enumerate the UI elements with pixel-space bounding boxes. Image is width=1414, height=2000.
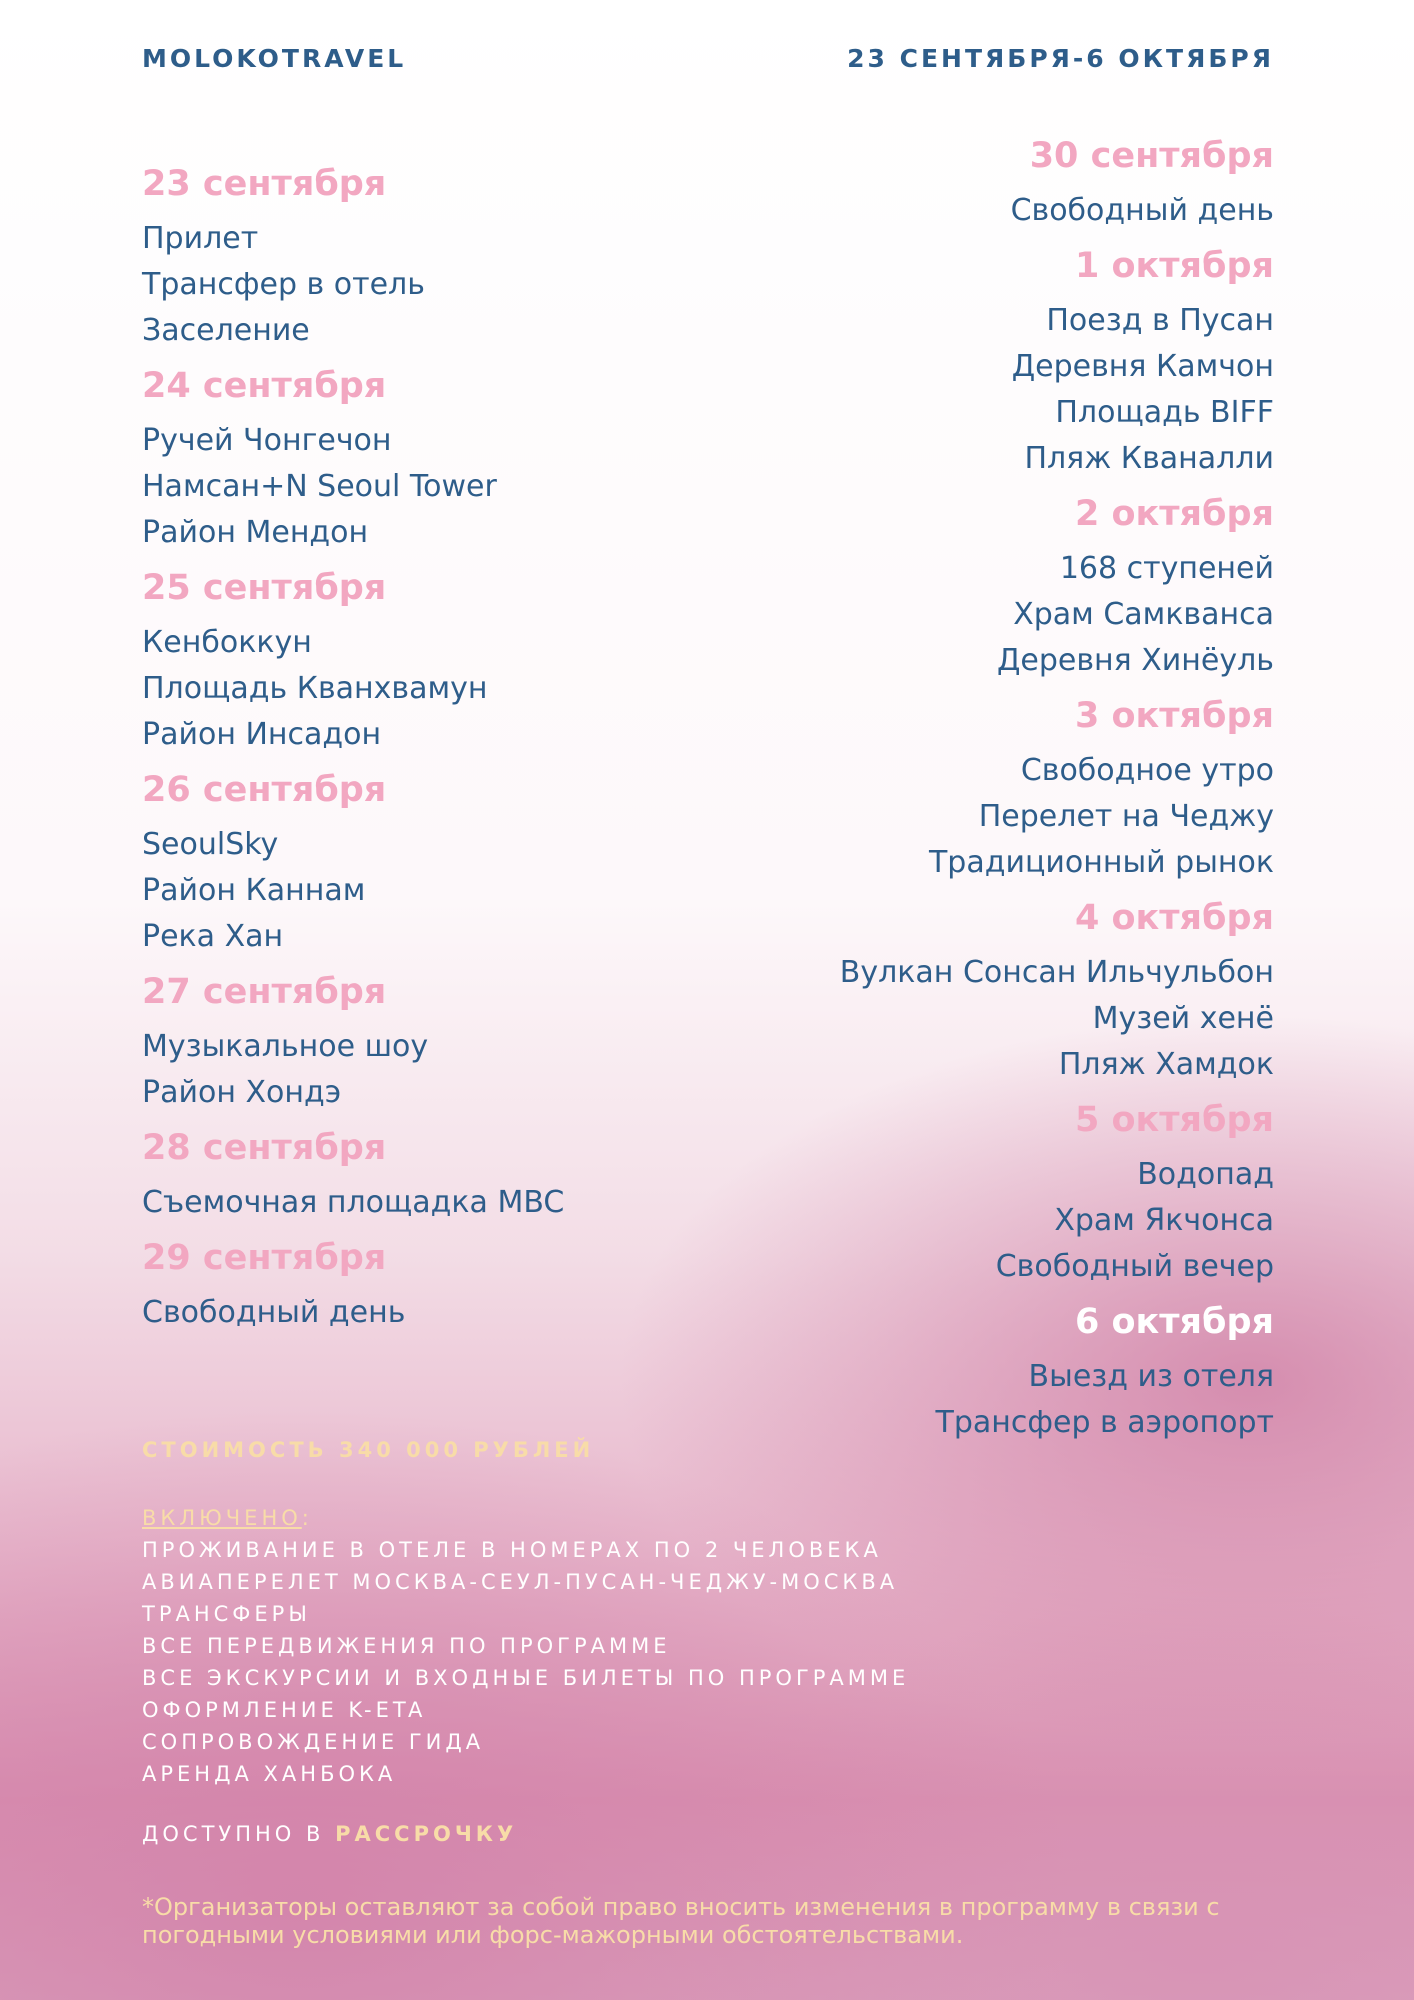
day-block bbox=[574, 896, 1274, 1088]
day-title: 5 октября bbox=[1074, 1100, 1274, 1140]
installment-prefix: ДОСТУПНО В bbox=[142, 1822, 325, 1846]
activity: Река Хан bbox=[142, 919, 284, 954]
activity: Музыкальное шоу bbox=[142, 1029, 429, 1064]
activity: Храм Якчонса bbox=[1054, 1203, 1274, 1238]
included-heading bbox=[142, 1502, 909, 1534]
day-title: 25 сентября bbox=[142, 568, 387, 608]
tour-price: СТОИМОСТЬ 340 000 РУБЛЕЙ bbox=[142, 1438, 595, 1462]
installment-note bbox=[142, 1822, 517, 1846]
activity: Деревня Камчон bbox=[1011, 349, 1274, 384]
activity: Пляж Кваналли bbox=[1024, 441, 1274, 476]
day-block bbox=[574, 694, 1274, 886]
day-block bbox=[574, 1098, 1274, 1290]
day-title: 6 октября bbox=[1074, 1302, 1274, 1342]
day-title: 29 сентября bbox=[142, 1238, 387, 1278]
activity: Выезд из отеля bbox=[1028, 1359, 1274, 1394]
activity: 168 ступеней bbox=[1059, 551, 1274, 586]
activity: Музей хенё bbox=[1092, 1001, 1274, 1036]
activity: Храм Самкванса bbox=[1013, 597, 1274, 632]
activity: Район Каннам bbox=[142, 873, 366, 908]
activity: Съемочная площадка MBC bbox=[142, 1185, 565, 1220]
included-item: ВСЕ ПЕРЕДВИЖЕНИЯ ПО ПРОГРАММЕ bbox=[142, 1634, 671, 1658]
day-title: 3 октября bbox=[1074, 696, 1274, 736]
included-item: ТРАНСФЕРЫ bbox=[142, 1602, 311, 1626]
activity: Намсан+N Seoul Tower bbox=[142, 469, 497, 504]
activity: Трансфер в аэропорт bbox=[935, 1405, 1274, 1440]
activity: Свободный день bbox=[142, 1295, 406, 1330]
brand-name: MOLOKOTRAVEL bbox=[142, 44, 407, 73]
day-block bbox=[574, 244, 1274, 482]
day-title: 28 сентября bbox=[142, 1128, 387, 1168]
activity: Трансфер в отель bbox=[142, 267, 425, 302]
included-item: ПРОЖИВАНИЕ В ОТЕЛЕ В НОМЕРАХ ПО 2 ЧЕЛОВЕКА bbox=[142, 1538, 882, 1562]
itinerary-right-column bbox=[574, 134, 1274, 1456]
included-heading-colon: : bbox=[301, 1506, 313, 1530]
included-heading-text: ВКЛЮЧЕНО bbox=[142, 1506, 302, 1530]
activity: SeoulSky bbox=[142, 827, 279, 862]
day-block bbox=[574, 134, 1274, 234]
activity: Район Хондэ bbox=[142, 1075, 342, 1110]
included-item: ВСЕ ЭКСКУРСИИ И ВХОДНЫЕ БИЛЕТЫ ПО ПРОГРАММЕ bbox=[142, 1666, 910, 1690]
activity: Водопад bbox=[1137, 1157, 1274, 1192]
activity: Свободный день bbox=[1010, 193, 1274, 228]
activity: Площадь BIFF bbox=[1055, 395, 1274, 430]
tour-dates: 23 СЕНТЯБРЯ-6 ОКТЯБРЯ bbox=[847, 44, 1274, 73]
day-title: 27 сентября bbox=[142, 972, 387, 1012]
installment-highlight: РАССРОЧКУ bbox=[335, 1822, 518, 1846]
included-item: АРЕНДА ХАНБОКА bbox=[142, 1762, 397, 1786]
disclaimer: *Организаторы оставляют за собой право вносить изменения в программу в связи с погодными условиями или форс-мажорными обстоятельствами. bbox=[142, 1893, 1220, 1949]
activity: Вулкан Сонсан Ильчульбон bbox=[839, 955, 1274, 990]
day-title: 26 сентября bbox=[142, 770, 387, 810]
day-title: 4 октября bbox=[1074, 898, 1274, 938]
day-title: 1 октября bbox=[1074, 246, 1274, 286]
activity: Площадь Кванхвамун bbox=[142, 671, 488, 706]
activity: Ручей Чонгечон bbox=[142, 423, 392, 458]
activity: Свободное утро bbox=[1020, 753, 1274, 788]
included-list bbox=[142, 1502, 909, 1790]
activity: Кенбоккун bbox=[142, 625, 312, 660]
activity: Поезд в Пусан bbox=[1046, 303, 1274, 338]
activity: Район Мендон bbox=[142, 515, 369, 550]
day-block bbox=[574, 1300, 1274, 1446]
day-title: 23 сентября bbox=[142, 164, 387, 204]
included-item: ОФОРМЛЕНИЕ K-ETA bbox=[142, 1698, 427, 1722]
activity: Район Инсадон bbox=[142, 717, 382, 752]
day-block bbox=[574, 492, 1274, 684]
day-title: 24 сентября bbox=[142, 366, 387, 406]
activity: Перелет на Чеджу bbox=[978, 799, 1274, 834]
activity: Деревня Хинёуль bbox=[996, 643, 1274, 678]
day-title: 2 октября bbox=[1074, 494, 1274, 534]
day-title: 30 сентября bbox=[1029, 136, 1274, 176]
included-item: АВИАПЕРЕЛЕТ МОСКВА-СЕУЛ-ПУСАН-ЧЕДЖУ-МОСКВА bbox=[142, 1570, 899, 1594]
activity: Пляж Хамдок bbox=[1058, 1047, 1274, 1082]
included-item: СОПРОВОЖДЕНИЕ ГИДА bbox=[142, 1730, 485, 1754]
activity: Свободный вечер bbox=[995, 1249, 1274, 1284]
activity: Традиционный рынок bbox=[928, 845, 1274, 880]
activity: Заселение bbox=[142, 313, 310, 348]
activity: Прилет bbox=[142, 221, 259, 256]
